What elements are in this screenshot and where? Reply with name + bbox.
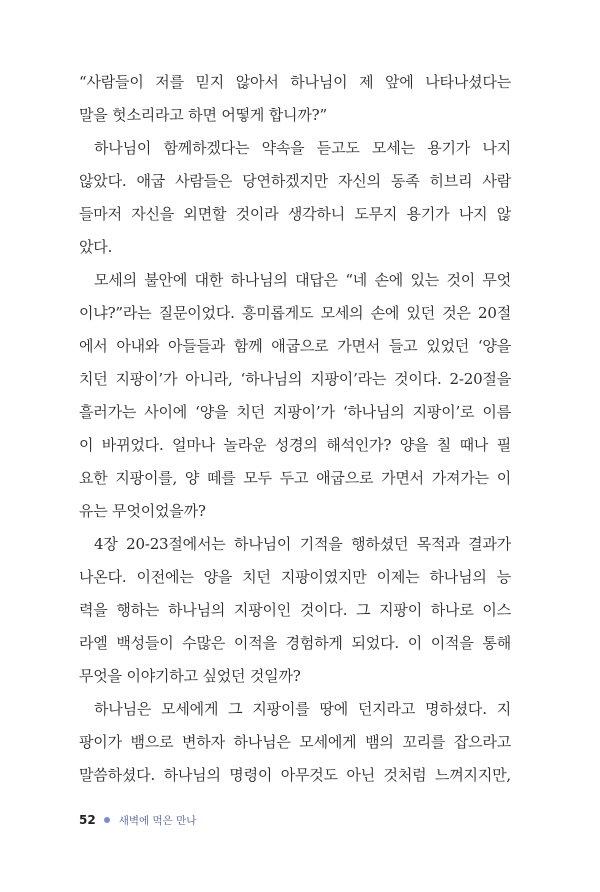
text-line: 요한 지팡이를, 양 떼를 모두 두고 애굽으로 가면서 가져가는 이 (79, 469, 511, 487)
text-line: 라엘 백성들이 수많은 이적을 경험하게 되었다. 이 이적을 통해 (79, 634, 511, 652)
page-number: 52 (79, 813, 96, 827)
text-line: 나온다. 이전에는 양을 치던 지팡이였지만 이제는 하나님의 능 (79, 568, 511, 586)
text-line: 이냐?”라는 질문이었다. 흥미롭게도 모세의 손에 있던 것은 20절 (79, 304, 511, 322)
text-line: 았다. (79, 238, 113, 256)
text-line: 유는 무엇이었을까? (79, 502, 206, 520)
text-line: “사람들이 저를 믿지 않아서 하나님이 제 앞에 나타나셨다는 (79, 73, 511, 91)
text-line: 들마저 자신을 외면할 것이라 생각하니 도무지 용기가 나지 않 (79, 205, 511, 223)
text-line: 무엇을 이야기하고 싶었던 것일까? (79, 667, 301, 685)
text-line: 말씀하셨다. 하나님의 명령이 아무것도 아닌 것처럼 느껴지지만, (79, 766, 511, 784)
text-line: 하나님이 함께하겠다는 약속을 듣고도 모세는 용기가 나지 (94, 139, 511, 157)
text-line: 력을 행하는 하나님의 지팡이인 것이다. 그 지팡이 하나로 이스 (79, 601, 511, 619)
text-line: 치던 지팡이’가 아니라, ‘하나님의 지팡이’라는 것이다. 2-20절을 (79, 370, 511, 388)
bullet-dot-icon (104, 817, 110, 823)
body-text (79, 66, 511, 792)
text-line: 팡이가 뱀으로 변하자 하나님은 모세에게 뱀의 꼬리를 잡으라고 (79, 733, 511, 751)
text-line: 4장 20-23절에서는 하나님이 기적을 행하셨던 목적과 결과가 (94, 535, 511, 553)
book-title: 새벽에 먹은 만나 (118, 814, 197, 827)
text-line: 하나님은 모세에게 그 지팡이를 땅에 던지라고 명하셨다. 지 (94, 700, 511, 718)
text-line: 흘러가는 사이에 ‘양을 치던 지팡이’가 ‘하나님의 지팡이’로 이름 (79, 403, 511, 421)
text-line: 않았다. 애굽 사람들은 당연하겠지만 자신의 동족 히브리 사람 (79, 172, 511, 190)
page-footer (79, 813, 196, 827)
text-line: 모세의 불안에 대한 하나님의 대답은 “네 손에 있는 것이 무엇 (94, 271, 511, 289)
text-line: 에서 아내와 아들들과 함께 애굽으로 가면서 들고 있었던 ‘양을 (79, 337, 511, 355)
text-line: 말을 헛소리라고 하면 어떻게 합니까?” (79, 106, 327, 124)
text-line: 이 바뀌었다. 얼마나 놀라운 성경의 해석인가? 양을 칠 때나 필 (79, 436, 511, 454)
